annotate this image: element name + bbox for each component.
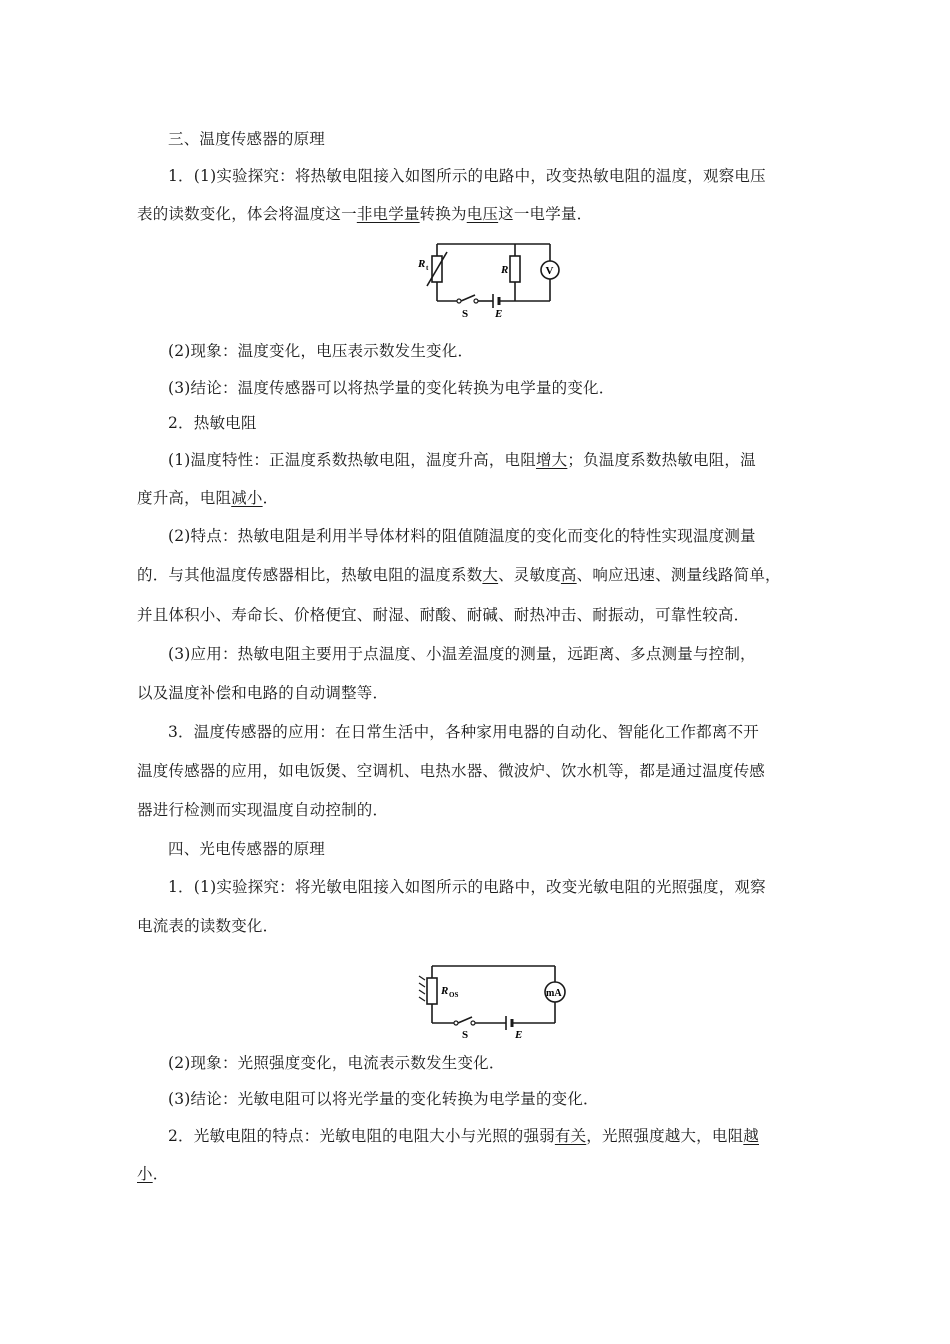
answer-underline: 大 (482, 566, 499, 584)
paragraph-photo-phenomenon: (2)现象：光照强度变化，电流表示数发生变化． (168, 1054, 505, 1072)
answer-underline: 有关 (554, 1127, 587, 1145)
paragraph-temp-characteristic-line1: (1)温度特性：正温度系数热敏电阻，温度升高，电阻增大；负温度系数热敏电阻，温 (168, 451, 756, 469)
svg-text:E: E (495, 308, 503, 320)
paragraph-conclusion: (3)结论：温度传感器可以将热学量的变化转换为电学量的变化． (168, 379, 615, 397)
paragraph-feature-line1: (2)特点：热敏电阻是利用半导体材料的阻值随温度的变化而变化的特性实现温度测量 (168, 527, 756, 545)
paragraph-feature-line3: 并且体积小、寿命长、价格便宜、耐湿、耐酸、耐碱、耐热冲击、耐振动，可靠性较高． (137, 606, 750, 624)
answer-underline: 增大 (535, 451, 568, 469)
paragraph-application-line2: 以及温度补偿和电路的自动调整等． (137, 684, 389, 702)
answer-underline: 非电学量 (356, 205, 420, 223)
paragraph-phenomenon: (2)现象：温度变化，电压表示数发生变化． (168, 342, 474, 360)
svg-text:E: E (515, 1029, 523, 1038)
svg-text:S: S (462, 1029, 469, 1038)
svg-text:mA: mA (546, 988, 562, 999)
paragraph-application-line1: (3)应用：热敏电阻主要用于点温度、小温差温度的测量，远距离、多点测量与控制， (168, 645, 756, 663)
switch (461, 295, 475, 301)
light-rays-icon (419, 976, 425, 1001)
answer-underline: 小 (137, 1165, 153, 1183)
paragraph-experiment-line1: 1．(1)实验探究：将热敏电阻接入如图所示的电路中，改变热敏电阻的温度，观察电压 (168, 167, 766, 185)
paragraph-feature-line2: 的．与其他温度传感器相比，热敏电阻的温度系数大、灵敏度高、响应迅速、测量线路简单， (137, 566, 781, 584)
paragraph-item3-line1: 3．温度传感器的应用：在日常生活中，各种家用电器的自动化、智能化工作都离不开 (168, 723, 759, 741)
photoresistor (427, 978, 437, 1004)
section-heading-photoelectric-sensor: 四、光电传感器的原理 (168, 840, 326, 858)
thermistor-circuit-diagram (415, 236, 575, 322)
switch (458, 1017, 472, 1023)
svg-text:V: V (545, 265, 554, 277)
item-thermistor-title: 2．热敏电阻 (168, 414, 257, 432)
photoresistor-circuit-diagram (418, 958, 578, 1038)
answer-underline: 减小 (231, 489, 263, 507)
svg-text:OS: OS (449, 991, 459, 999)
svg-text:t: t (426, 264, 429, 272)
paragraph-photo-experiment-line2: 电流表的读数变化． (137, 917, 279, 935)
svg-text:S: S (462, 308, 469, 320)
paragraph-photoresistor-feature-line1: 2．光敏电阻的特点：光敏电阻的电阻大小与光照的强弱有关，光照强度越大，电阻越 (168, 1127, 759, 1145)
svg-text:R: R (418, 258, 426, 270)
section-heading-temperature-sensor: 三、温度传感器的原理 (168, 130, 326, 148)
paragraph-temp-characteristic-line2: 度升高，电阻减小． (137, 489, 279, 507)
paragraph-photo-experiment-line1: 1．(1)实验探究：将光敏电阻接入如图所示的电路中，改变光敏电阻的光照强度，观察 (168, 878, 766, 896)
paragraph-item3-line2: 温度传感器的应用，如电饭煲、空调机、电热水器、微波炉、饮水机等，都是通过温度传感 (137, 762, 766, 780)
fixed-resistor (510, 256, 520, 282)
answer-underline: 高 (560, 566, 577, 584)
answer-underline: 越 (743, 1127, 759, 1145)
svg-text:R: R (501, 264, 509, 276)
paragraph-photoresistor-feature-line2: 小． (137, 1165, 169, 1183)
paragraph-item3-line3: 器进行检测而实现温度自动控制的． (137, 801, 389, 819)
paragraph-photo-conclusion: (3)结论：光敏电阻可以将光学量的变化转换为电学量的变化． (168, 1090, 599, 1108)
paragraph-experiment-line2: 表的读数变化，体会将温度这一非电学量转换为电压这一电学量． (137, 205, 593, 223)
svg-text:R: R (441, 985, 449, 997)
answer-underline: 电压 (466, 205, 499, 223)
